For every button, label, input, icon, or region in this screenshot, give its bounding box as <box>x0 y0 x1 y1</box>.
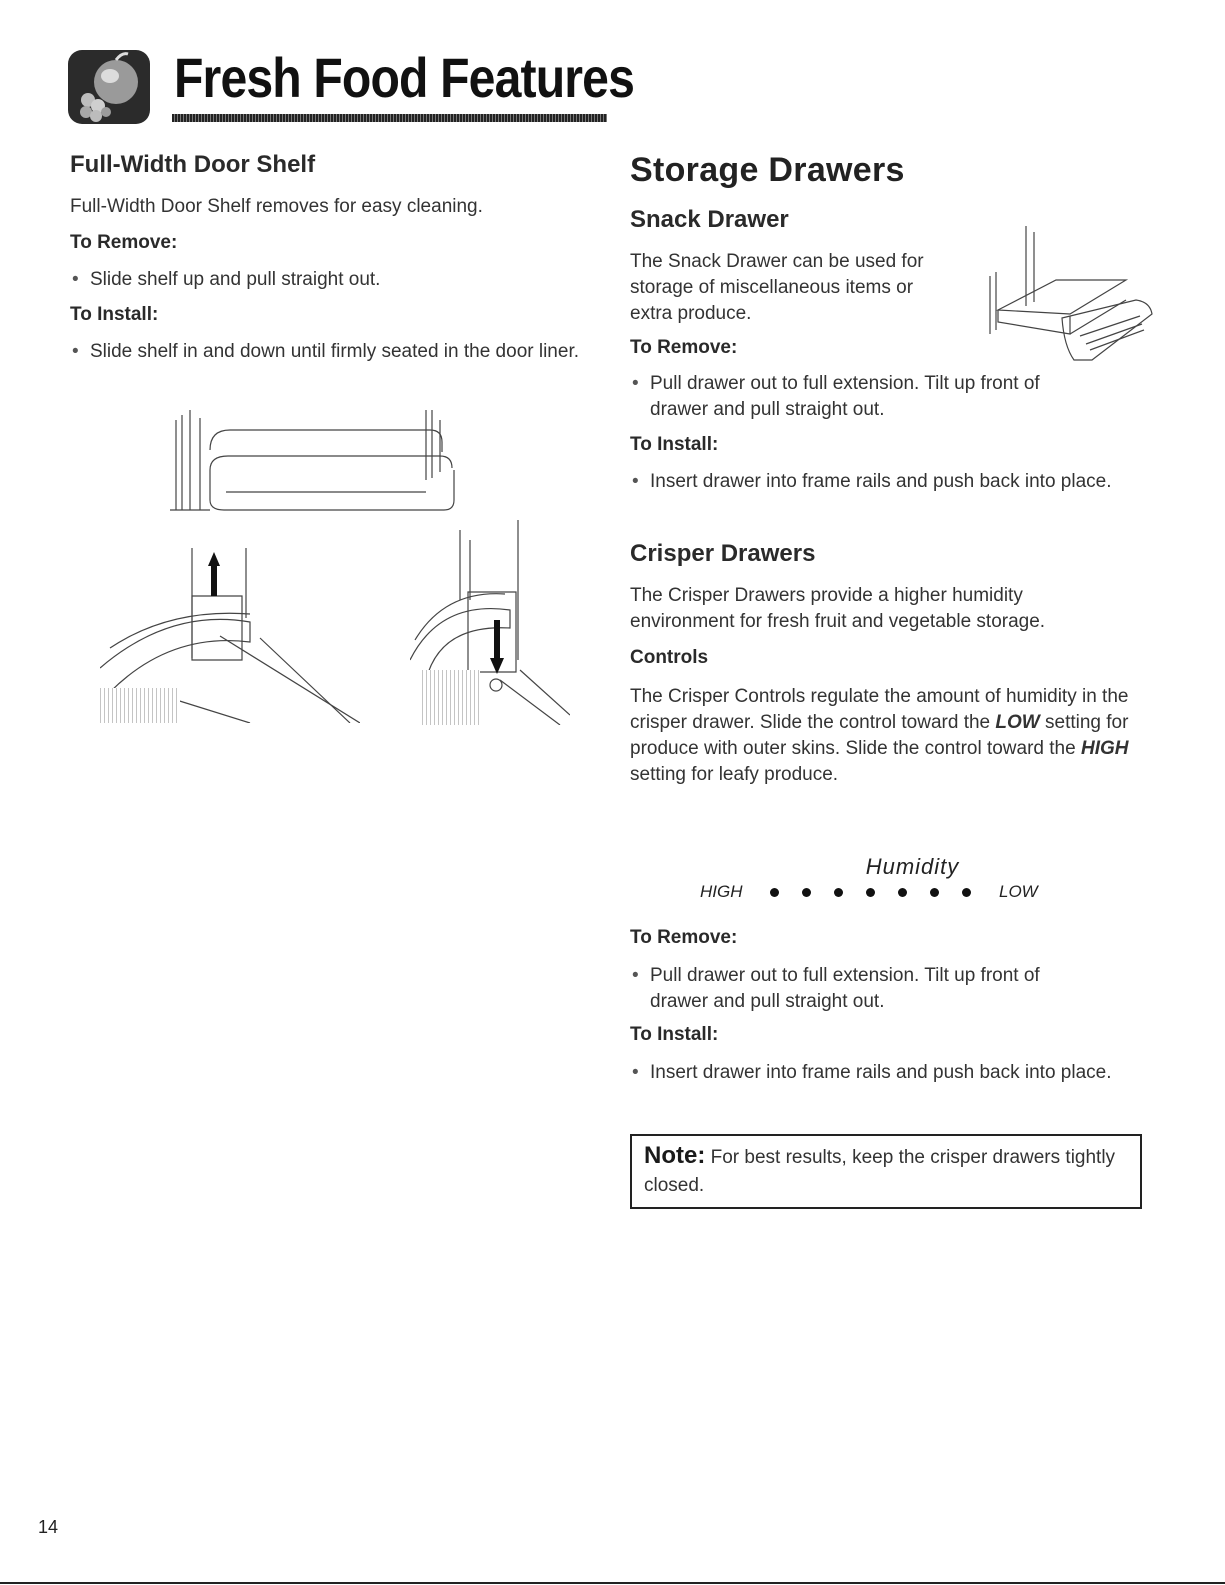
door-shelf-remove-heading: To Remove: <box>70 232 178 253</box>
crisper-remove-heading: To Remove: <box>630 927 738 948</box>
list-item: • Slide shelf in and down until firmly seated in the door liner. <box>70 339 600 365</box>
humidity-dot <box>898 888 907 897</box>
header-rule <box>172 114 607 122</box>
list-item: • Insert drawer into frame rails and push back into place. <box>630 469 1120 495</box>
crisper-controls-heading: Controls <box>630 647 709 668</box>
door-shelf-heading: Full-Width Door Shelf <box>70 151 316 178</box>
crisper-install-heading: To Install: <box>630 1024 719 1045</box>
list-item: • Pull drawer out to full extension. Tilt up front of drawer and pull straight out. <box>630 963 1100 1015</box>
crisper-steps <box>630 926 1130 1086</box>
snack-install-heading: To Install: <box>630 434 719 455</box>
snack-remove-list <box>630 371 1070 423</box>
humidity-row <box>700 882 1100 902</box>
crisper-drawers-heading: Crisper Drawers <box>630 540 816 567</box>
humidity-dot <box>930 888 939 897</box>
crisper-install-list <box>630 1060 1120 1086</box>
note-text: Note: For best results, keep the crisper drawers tightly closed. <box>644 1142 1116 1196</box>
footer-rule <box>0 1582 1225 1584</box>
note-label: Note: <box>644 1142 706 1169</box>
list-item: • Slide shelf up and pull straight out. <box>70 267 600 293</box>
shelf-remove-illustration <box>100 548 360 723</box>
snack-remove-heading: To Remove: <box>630 337 738 358</box>
snack-drawer-heading: Snack Drawer <box>630 206 789 233</box>
note-box <box>630 1134 1142 1209</box>
high-setting: HIGH <box>1080 738 1129 759</box>
crisper-remove-list <box>630 963 1100 1015</box>
humidity-title: Humidity <box>865 854 960 879</box>
door-shelf-install-heading: To Install: <box>70 304 159 325</box>
page-title: Fresh Food Features <box>174 46 634 109</box>
humidity-dot <box>866 888 875 897</box>
humidity-dots <box>770 888 971 897</box>
humidity-dot <box>834 888 843 897</box>
list-item: • Pull drawer out to full extension. Tilt up front of drawer and pull straight out. <box>630 371 1070 423</box>
door-shelf-remove-list <box>70 267 600 293</box>
humidity-dot <box>770 888 779 897</box>
snack-drawer-illustration <box>980 226 1160 376</box>
low-setting: LOW <box>995 712 1040 733</box>
storage-drawers-heading: Storage Drawers <box>630 151 905 189</box>
door-shelf-illustration <box>170 410 460 520</box>
list-item: • Insert drawer into frame rails and push back into place. <box>630 1060 1120 1086</box>
page-header <box>66 44 634 130</box>
door-shelf-install-list <box>70 339 600 365</box>
snack-drawer-intro: The Snack Drawer can be used for storage of miscellaneous items or extra produce. <box>630 251 924 324</box>
humidity-dot <box>802 888 811 897</box>
door-shelf-intro: Full-Width Door Shelf removes for easy cleaning. <box>70 196 483 217</box>
crisper-controls-text: The Crisper Controls regulate the amount of humidity in the crisper drawer. Slide the control toward the LOW setting for produce with outer skins. Slide the control toward the HIGH setting for leafy produce. <box>630 686 1129 785</box>
page-number: 14 <box>38 1517 59 1537</box>
humidity-low-label: LOW <box>999 882 1038 901</box>
humidity-dot <box>962 888 971 897</box>
door-shelf-section <box>70 150 600 365</box>
crisper-intro: The Crisper Drawers provide a higher humidity environment for fresh fruit and vegetable storage. <box>630 585 1046 632</box>
humidity-scale <box>700 854 1100 902</box>
snack-install-list <box>630 469 1120 495</box>
shelf-install-illustration <box>410 520 570 725</box>
produce-icon <box>66 48 152 126</box>
humidity-high-label: HIGH <box>700 882 743 901</box>
